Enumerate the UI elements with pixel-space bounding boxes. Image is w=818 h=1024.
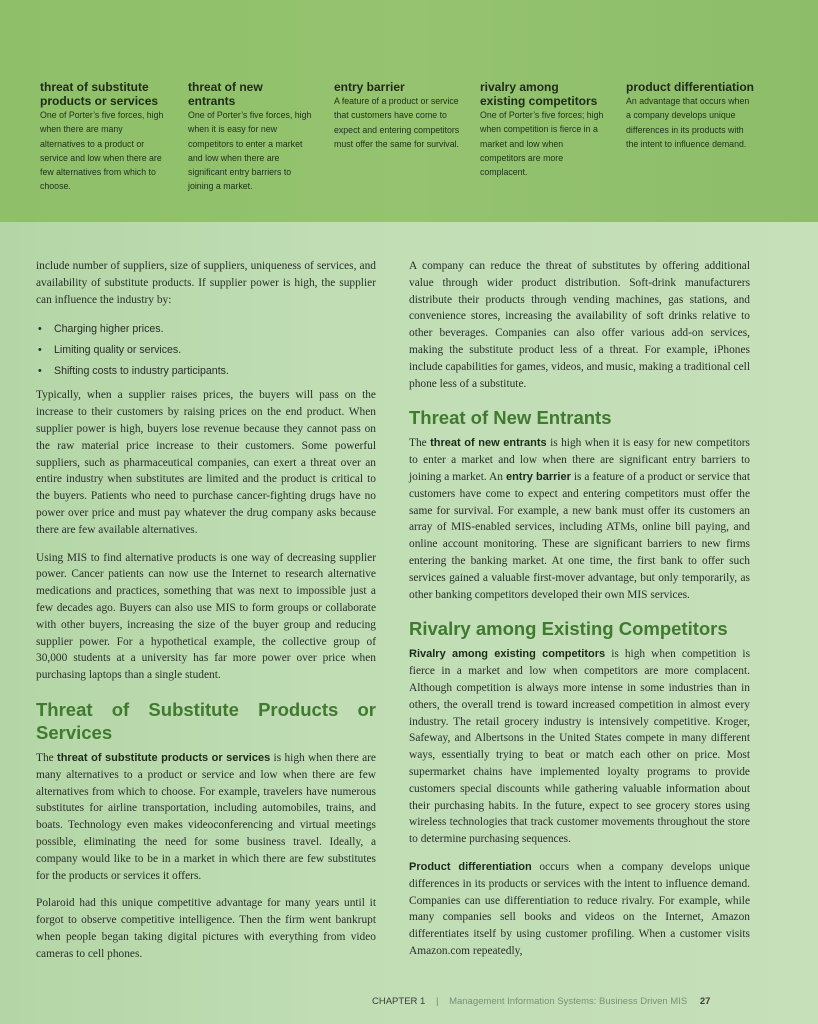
text-run: is high when competition is fierce in a market and low when competitors are more complacent. Although competition is always more intense in some industries than in others, the overall trend is toward increased competition in almost every industry. The retail grocery industry is intensively competitive. Kroger, Safeway, and Albertsons in the United States compete in many different ways, essentially trying to beat or match each other on price. Most supermarket chains have implemented loyalty programs to provide customers special discounts while gathering valuable information about their purchasing habits. In the future, expect to see grocery stores using wireless technologies that track customer movements throughout the store to determine purchasing sequences. — [409, 648, 750, 846]
glossary-rivalry — [480, 80, 606, 179]
body-paragraph — [36, 750, 376, 884]
body-paragraph — [409, 646, 750, 848]
text-run: The — [36, 751, 54, 764]
body-paragraph: A company can reduce the threat of substitutes by offering additional value through wider product distribution. Soft-drink manufacturers distribute their products through vending machines, gas stations, and convenience stores, increasing the availability of soft drinks relative to other beverages. Companies can also offer various add-on services, making the substitute product less of a threat. For example, iPhones include capabilities for games, videos, and music, making a traditional cell phone less of a substitute. — [409, 260, 750, 390]
body-paragraph — [409, 859, 750, 960]
body-paragraph: Using MIS to find alternative products is one way of decreasing supplier power. Cancer patients can now use the Internet to research alternative medications and practices, something that was next to impossible just a few decades ago. Buyers can also use MIS to form groups or collaborate with other buyers, increasing the size of the buyer group and reducing supplier power. For a hypothetical example, the collective group of 30,000 students at a university has far more power over price when purchasing laptops than a single student. — [36, 551, 376, 682]
section-heading-new-entrants: Threat of New Entrants — [409, 407, 612, 429]
glossary-entry-barrier — [334, 80, 460, 151]
bullet-item: • Charging higher prices. — [36, 319, 376, 340]
book-title: Management Information Systems: Business Driven MIS — [449, 996, 688, 1007]
chapter-label: CHAPTER 1 — [372, 996, 426, 1007]
key-term: Rivalry among existing competitors — [409, 648, 606, 661]
key-term: threat of substitute products or services — [57, 751, 271, 764]
left-column — [36, 258, 376, 974]
section-heading-rivalry: Rivalry among Existing Competitors — [409, 618, 728, 640]
key-term: threat of new entrants — [430, 437, 547, 450]
glossary-product-differentiation — [626, 80, 754, 151]
section-heading-substitutes: Threat of Substitute Products or Services — [36, 698, 376, 743]
right-column — [409, 258, 750, 971]
glossary-definition: An advantage that occurs when a company develops unique differences in its products with the intent to influence demand. — [626, 96, 750, 149]
key-term: entry barrier — [505, 470, 571, 483]
glossary-term: rivalry among existing competitors — [480, 80, 598, 108]
body-paragraph: Typically, when a supplier raises prices, the buyers will pass on the increase to their customers by raising prices on the end product. When supplier power is high, buyers lose revenue because they cannot pass on the raw material price increase to their customers. Some powerful suppliers, such as pharmaceutical companies, can exert a threat over an entire industry when substitutes are limited and the product is critical to the buyers. Patients who need to purchase cancer-fighting drugs have no power over price and must pay whatever the drug company asks because there are few available alternatives. — [36, 389, 376, 536]
glossary-definition: One of Porter’s five forces, high when it is easy for new competitors to enter a market and low when there are significant entry barriers to joining a market. — [188, 110, 312, 192]
glossary-term: entry barrier — [334, 80, 405, 94]
glossary-bar — [0, 0, 818, 222]
bullet-list — [36, 319, 376, 382]
body-paragraph: include number of suppliers, size of suppliers, uniqueness of services, and availability of substitute products. If supplier power is high, the supplier can influence the industry by: — [36, 260, 376, 306]
glossary-definition: A feature of a product or service that customers have come to expect and entering competitors must offer the same for survival. — [334, 96, 460, 149]
text-run: is high when it is easy for new competitors to enter a market and low when there are significant entry barriers to joining a market. An — [409, 437, 750, 483]
body-paragraph: Polaroid had this unique competitive advantage for many years until it forgot to observe competitive intelligence. Then the firm went bankrupt when people began taking digital pictures with everything from video cameras to cell phones. — [36, 897, 376, 960]
footer-separator: | — [435, 996, 439, 1007]
key-term: Product differentiation — [409, 860, 532, 873]
page-number: 27 — [699, 996, 711, 1007]
text-run: is a feature of a product or service that customers have come to expect and entering competitors must offer the same for survival. For example, a new bank must offer its customers an array of MIS-enabled services, including ATMs, online bill paying, and online account monitoring. These are significant barriers to new firms entering the banking market. At one time, the first bank to offer such services gained a valuable first-mover advantage, but only temporarily, as other banking competitors developed their own MIS services. — [409, 470, 750, 601]
glossary-term: threat of substitute products or services — [40, 80, 159, 108]
glossary-threat-of-new-entrants — [188, 80, 312, 194]
glossary-definition: One of Porter’s five forces; high when competition is fierce in a market and low when competitors are more complacent. — [480, 110, 604, 178]
text-run: The — [409, 437, 427, 450]
body-paragraph — [409, 435, 750, 603]
page-footer — [372, 996, 772, 1014]
text-run: occurs when a company develops unique differences in its products or services with the intent to influence demand. Companies can use differentiation to reduce rivalry. For example, while many companies sell books and videos on the Internet, Amazon differentiates itself by using customer profiling. When a customer visits Amazon.com repeatedly, — [409, 860, 750, 957]
bullet-item: • Shifting costs to industry participants. — [36, 361, 376, 382]
text-run: is high when there are many alternatives to a product or service and low when there are few alternatives from which to choose. For example, travelers have numerous substitutes for airline transportation, including automobiles, trains, and boats. Technology even makes videoconferencing and virtual meetings possible, eliminating the need for some business travel. Ideally, a company would like to be in a market in which there are few substitutes for the products or services it offers. — [36, 751, 376, 882]
glossary-threat-of-substitutes — [40, 80, 164, 194]
bullet-item: • Limiting quality or services. — [36, 340, 376, 361]
glossary-definition: One of Porter’s five forces, high when there are many alternatives to a product or service and low when there are few alternatives from which to choose. — [40, 110, 164, 192]
glossary-term: product differentiation — [626, 80, 754, 94]
glossary-term: threat of new entrants — [188, 80, 263, 108]
